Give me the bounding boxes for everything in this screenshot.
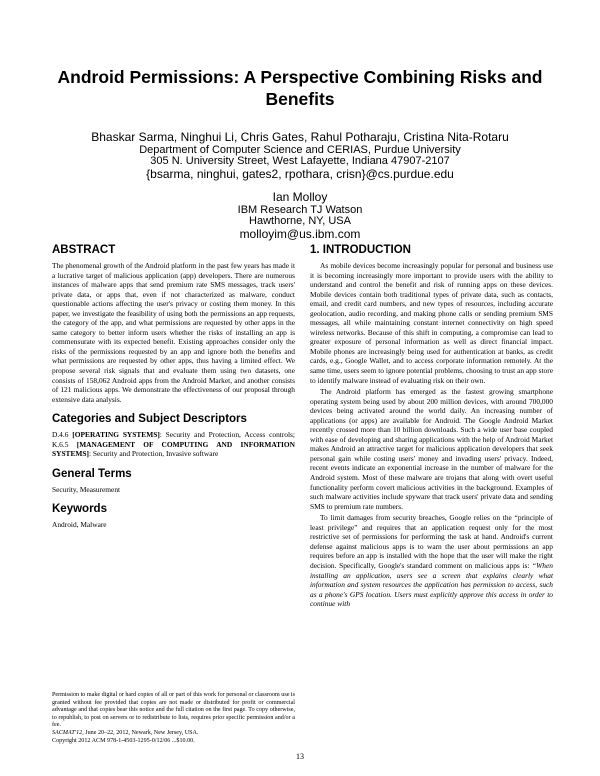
general-terms-text: Security, Measurement <box>52 484 121 494</box>
venue-line: SACMAT'12, June 20–22, 2012, Newark, New Jersey, USA. <box>52 729 199 736</box>
intro-paragraph-1: As mobile devices become increasingly popular for personal and business use it is becoming increasingly more important to provide users with the ability to understand and control the benefit and risk of running apps on these devices. Mobile devices contain both traditional types of private data, such as contacts, email, and credit card numbers, and new types of resources, including accurate geolocation, audio recording, and making phone calls or sending premium SMS messages, all while maintaining constant internet connectivity on high speed wireless networks. Because of this shift in computing, a compromise can lead to greater exposure of personal information as well as direct financial impact. Mobile phones are increasingly being used for authentication at banks, as credit cards, e.g., Google Wallet, and to access corporate information remotely. At the same time, users seem to ignore potential problems, choosing to trust an app store to identify malware instead of evaluating risk on their own. <box>310 261 553 385</box>
author-address-2: Hawthorne, NY, USA <box>249 215 351 227</box>
page-number: 13 <box>296 752 304 761</box>
author-name-2: Ian Molloy <box>272 190 328 204</box>
copyright-footnote <box>52 692 295 745</box>
keywords-heading: Keywords <box>52 503 107 516</box>
categories-text: D.4.6 [OPERATING SYSTEMS]: Security and Protection, Access controls; K.6.5 [MANAGEMENT OF COMPUTING AND INFORMATION SYSTEMS]: Security and Protection, Invasive software <box>52 430 295 459</box>
author-names: Bhaskar Sarma, Ninghui Li, Chris Gates, Rahul Potharaju, Cristina Nita-Rotaru <box>91 130 509 144</box>
author-email: {bsarma, ninghui, gates2, rpothara, crisn}@cs.purdue.edu <box>146 166 454 181</box>
left-column <box>52 243 295 530</box>
copyright-line: Copyright 2012 ACM 978-1-4503-1295-0/12/06 ...$10.00. <box>52 737 195 744</box>
introduction-heading: 1. INTRODUCTION <box>310 244 411 256</box>
author-block <box>40 131 560 241</box>
permission-text: Permission to make digital or hard copies of all or part of this work for personal or classroom use is granted without fee provided that copies are not made or distributed for profit or commercial advantage and that copies bear this notice and the full citation on the first page. To copy otherwise, to republish, to post on servers or to redistribute to lists, requires prior specific permission and/or a fee. <box>52 692 295 729</box>
intro-paragraph-3: To limit damages from security breaches, Google relies on the “principle of least privilege” and requires that an application request only for the most restrictive set of permissions for performing the task at hand. Android's current defense against malicious apps is to warn the user about permissions an app requires before an app is installed with the hope that the user will make the right decision. Specifically, Google's standard comment on malicious apps is: “When installing an application, users see a screen that explains clearly what information and system resources the application has permission to access, such as a phone's GPS location. Users must explicitly approve this access in order to continue with <box>310 513 553 609</box>
keywords-text: Android, Malware <box>52 520 107 530</box>
general-terms-heading: General Terms <box>52 467 132 480</box>
paper-title: Android Permissions: A Perspective Combining Risks and Benefits <box>57 67 543 109</box>
author-address: 305 N. University Street, West Lafayette, Indiana 47907-2107 <box>150 155 450 167</box>
intro-paragraph-2: The Android platform has emerged as the fastest growing smartphone operating system being used by about 200 million devices, with around 700,000 devices being activated around the world daily. An increasing number of applications (or apps) are available for Android. The Google Android Market recently crossed more than 10 billion downloads. Such a wide user base coupled with ease of developing and sharing applications with the help of Android Market makes Android an attractive target for malicious application developers that seek personal gain while costing users' money and invading users' privacy. Indeed, recent events indicate an exponential increase in the number of malware for the Android system. Most of these malware are trojans that along with overt useful functionality perform covert malicious activities in the background. Examples of such malware activities include spyware that track users' private data and sending SMS to premium rate numbers. <box>310 387 553 511</box>
author-email-2: molloyim@us.ibm.com <box>239 226 361 241</box>
author-affiliation: Department of Computer Science and CERIAS, Purdue University <box>139 143 461 156</box>
author-affiliation-2: IBM Research TJ Watson <box>237 203 363 216</box>
right-column <box>310 243 553 611</box>
categories-heading: Categories and Subject Descriptors <box>52 413 247 426</box>
abstract-text: The phenomenal growth of the Android platform in the past few years has made it a lucrative target of malicious application (app) developers. There are numerous instances of malware apps that send premium rate SMS messages, track users' private data, or apps that, even if not characterized as malware, conduct questionable actions affecting the user's privacy or costing them money. In this paper, we investigate the feasibility of using both the permissions an app requests, the category of the app, and what permissions are requested by other apps in the same category to better inform users whether the risks of installing an app is commensurate with its expected benefit. Existing approaches consider only the risks of the permissions requested by an app and ignore both the benefits and what permissions are requested by other apps, thus having a limited effect. We propose several risk signals that and evaluate them using two datasets, one consists of 158,062 Android apps from the Android Market, and another consists of 121 malicious apps. We demonstrate the effectiveness of our proposal through extensive data analysis. <box>52 261 295 404</box>
abstract-heading: ABSTRACT <box>52 244 116 256</box>
